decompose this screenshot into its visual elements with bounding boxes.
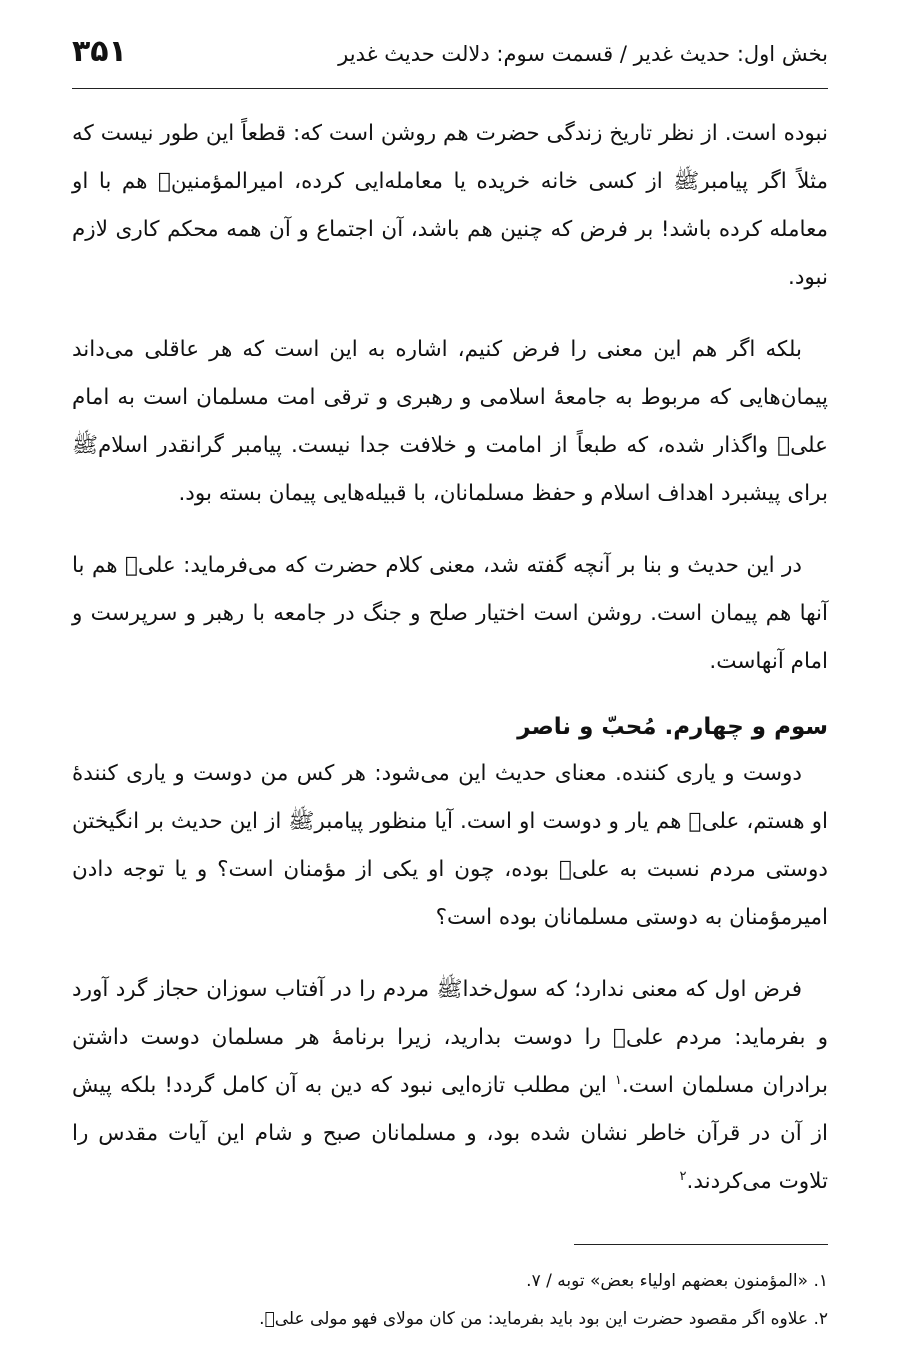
- footnote-divider: [574, 1244, 828, 1245]
- page-body: [72, 110, 828, 1230]
- section-paragraph-2-part-b: این مطلب تازه‌ایی نبود که دین به آن کامل گردد! بلکه پیش از آن در قرآن خاطر نشان شده بود، و مسلمانان صبح و شام این آیات مقدس را تلاوت می‌کردند.: [72, 1073, 828, 1194]
- section-heading: سوم و چهارم. مُحبّ و ناصر: [517, 714, 828, 740]
- running-header-title: بخش اول: حدیث غدیر / قسمت سوم: دلالت حدیث غدیر: [338, 42, 828, 66]
- footnotes: [72, 1262, 828, 1338]
- footnote-ref-1[interactable]: ۱: [614, 1072, 622, 1088]
- section-paragraph-1: دوست و یاری کننده. معنای حدیث این می‌شود: هر کس من دوست و یاری کنندهٔ او هستم، علی﷣ هم یار و دوست او است. آیا منظور پیامبرﷺ از این حدیث بر انگیختن دوستی مردم نسبت به علی﷣ بوده، چون او یکی از مؤمنان است؟ و یا توجه دادن امیرمؤمنان به دوستی مسلمانان بوده است؟: [72, 761, 828, 930]
- paragraph-1: نبوده است. از نظر تاریخ زندگی حضرت هم روشن است که: قطعاً این طور نیست که مثلاً اگر پیامبرﷺ از کسی خانه خریده یا معامله‌ایی کرده، امیرالمؤمنین﷣ هم با او معامله کرده باشد! بر فرض که چنین هم باشد، آن اجتماع و آن همه محکم کاری لازم نبود.: [72, 121, 828, 290]
- paragraph-2: بلکه اگر هم این معنی را فرض کنیم، اشاره به این است که هر عاقلی می‌داند پیمان‌هایی که مربوط به جامعۀ اسلامی و رهبری و ترقی امت مسلمان است به امام علی﷣ واگذار شده، که طبعاً از امامت و خلافت جدا نیست. پیامبر گرانقدر اسلامﷺ برای پیشبرد اهداف اسلام و حفظ مسلمانان، با قبیله‌هایی پیمان بسته بود.: [72, 337, 828, 506]
- footnote-1: ۱. «المؤمنون بعضهم اولیاء بعض» توبه / ۷.: [526, 1271, 828, 1291]
- running-header: [72, 32, 828, 89]
- section-paragraph-2: [72, 966, 828, 1206]
- footnote-ref-2[interactable]: ۲: [679, 1168, 687, 1184]
- footnote-2: ۲. علاوه اگر مقصود حضرت این بود باید بفرماید: من کان مولای فهو مولی علی﷣.: [259, 1309, 828, 1329]
- section-paragraph-2-part-a: فرض اول که معنی ندارد؛ که سول‌خداﷺ مردم را در آفتاب سوزان حجاز گرد آورد و بفرماید: مردم علی﷣ را دوست بدارید، زیرا برنامۀ هر مسلمان دوست داشتن برادران مسلمان است.: [72, 977, 828, 1098]
- paragraph-3: در این حدیث و بنا بر آنچه گفته شد، معنی کلام حضرت که می‌فرماید: علی﷣ هم با آنها هم پیمان است. روشن است اختیار صلح و جنگ در جامعه با رهبر و سرپرست و امام آنهاست.: [72, 553, 828, 674]
- page-number: ۳۵۱: [72, 34, 127, 69]
